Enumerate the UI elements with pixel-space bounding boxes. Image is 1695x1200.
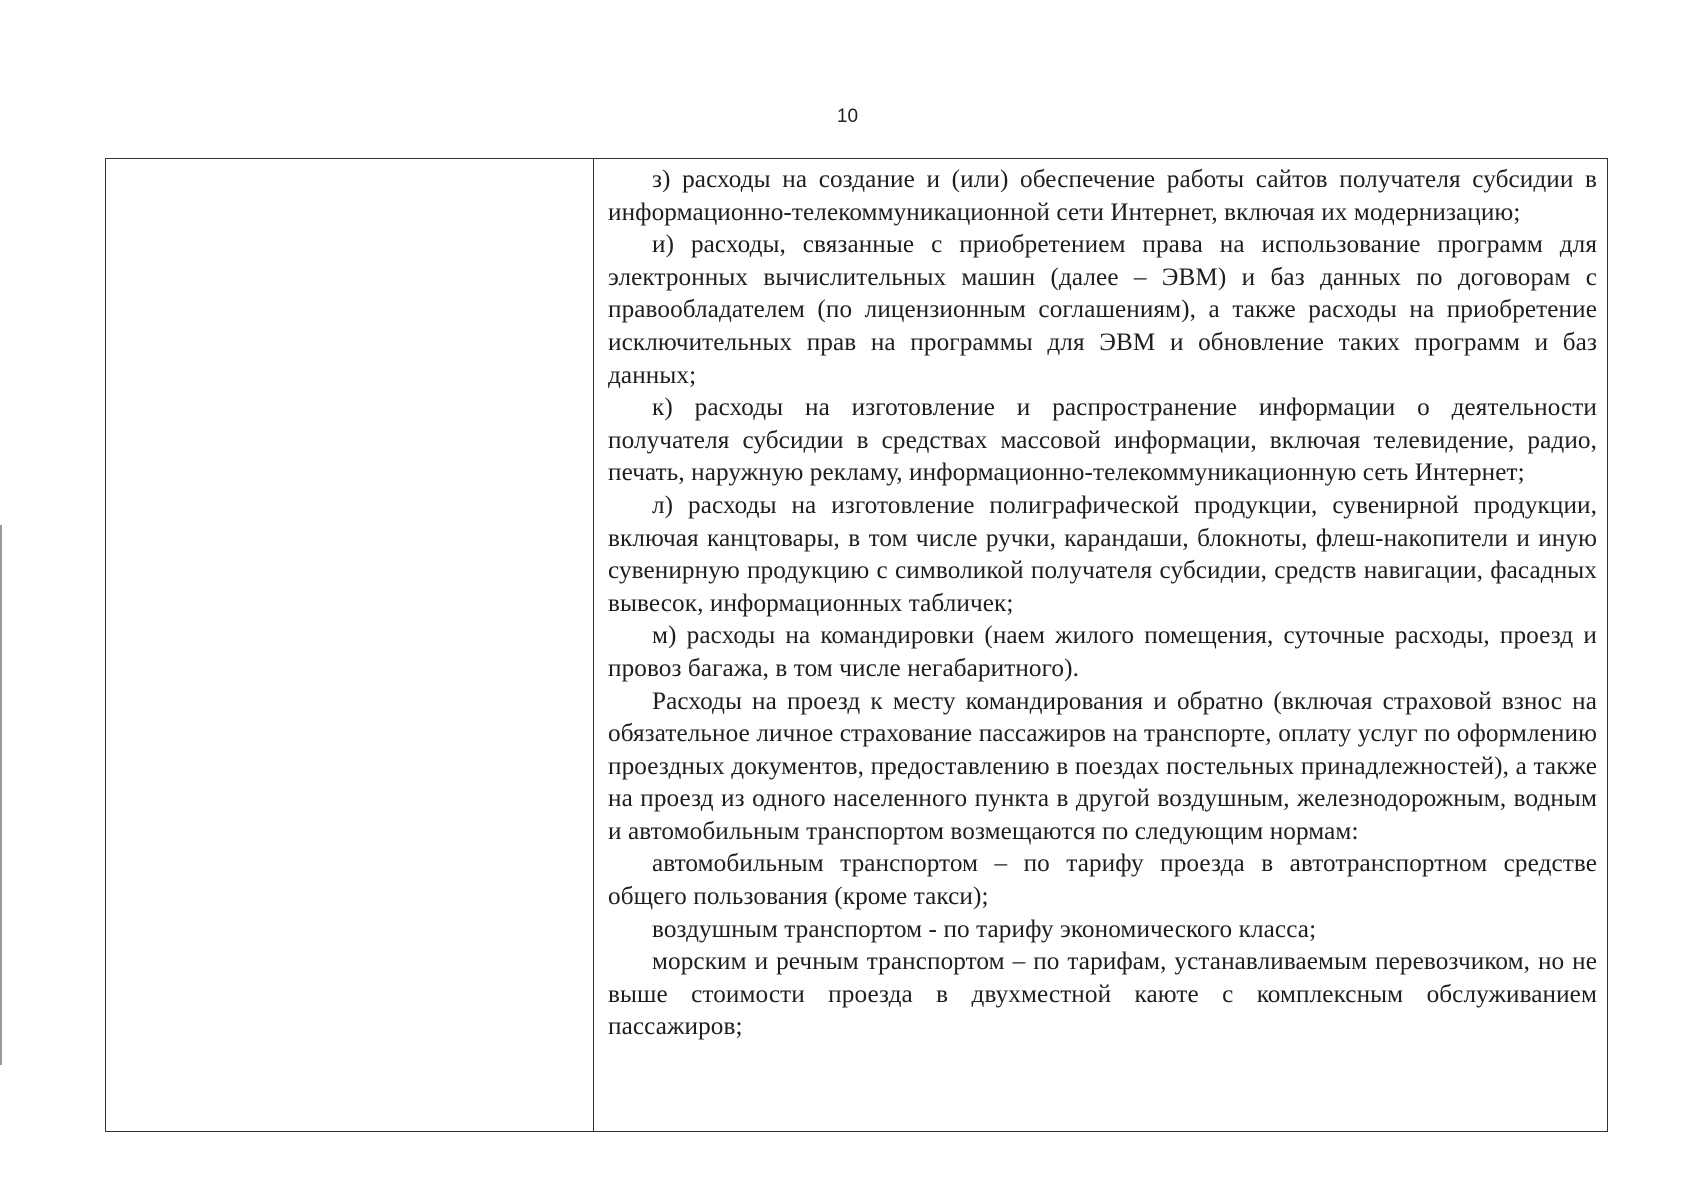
document-table (105, 158, 1608, 1132)
paragraph-m: м) расходы на командировки (наем жилого помещения, суточные расходы, проезд и провоз багажа, в том числе негабаритного). (608, 622, 1597, 682)
scan-edge-mark (0, 525, 2, 1065)
paragraph-air-transport: воздушным транспортом - по тарифу экономического класса; (652, 915, 1317, 943)
page-number: 10 (836, 106, 859, 127)
paragraph-automobile-transport: автомобильным транспортом – по тарифу проезда в автотранспортном средстве общего пользования (кроме такси); (608, 850, 1597, 911)
paragraph-z: з) расходы на создание и (или) обеспечение работы сайтов получателя субсидии в информационно-телекоммуникационной сети Интернет, включая их модернизацию; (608, 166, 1597, 226)
paragraph-i: и) расходы, связанные с приобретением права на использование программ для электронных вычислительных машин (далее – ЭВМ) и баз данных по договорам с правообладателем (по лицензионным соглашениям), а также расходы на приобретение исключительных прав на программы для ЭВМ и обновление таких программ и баз данных; (608, 231, 1597, 389)
table-right-column (594, 159, 1607, 1131)
paragraph-k: к) расходы на изготовление и распространение информации о деятельности получателя субсидии в средствах массовой информации, включая телевидение, радио, печать, наружную рекламу, информационно-телекоммуникационную сеть Интернет; (608, 394, 1597, 487)
paragraph-sea-river-transport: морским и речным транспортом – по тарифам, устанавливаемым перевозчиком, но не выше стоимости проезда в двухместной каюте с комплексным обслуживанием пассажиров; (608, 948, 1597, 1041)
paragraph-l: л) расходы на изготовление полиграфической продукции, сувенирной продукции, включая канцтовары, в том числе ручки, карандаши, блокноты, флеш-накопители и иную сувенирную продукцию с символикой получателя субсидии, средств навигации, фасадных вывесок, информационных табличек; (608, 491, 1597, 617)
table-left-column (106, 159, 594, 1131)
paragraph-travel-expenses: Расходы на проезд к месту командирования и обратно (включая страховой взнос на обязательное личное страхование пассажиров на транспорте, оплату услуг по оформлению проездных документов, предоставлению в поездах постельных принадлежностей), а также на проезд из одного населенного пункта в другой воздушным, железнодорожным, водным и автомобильным транспортом возмещаются по следующим нормам: (608, 687, 1597, 845)
